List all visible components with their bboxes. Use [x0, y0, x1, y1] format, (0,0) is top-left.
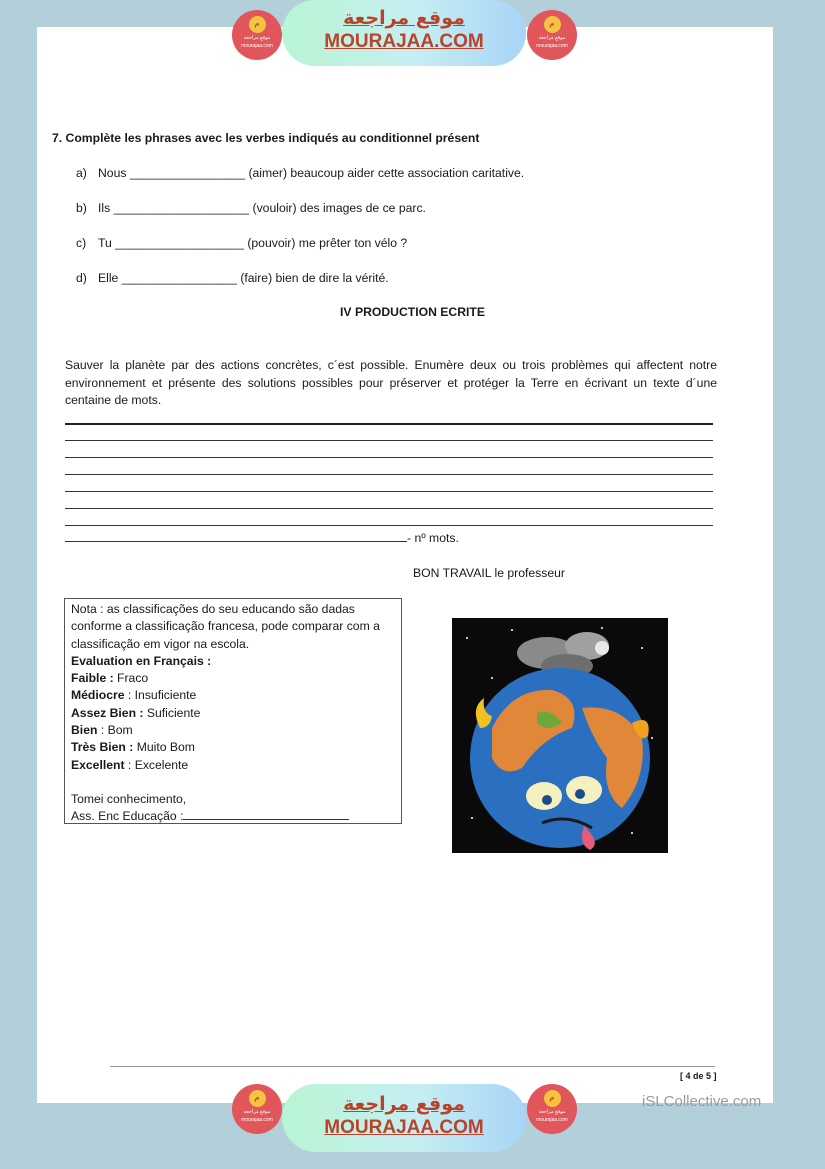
question-7-title: 7. Complète les phrases avec les verbes indiqués au conditionnel présent	[52, 131, 480, 145]
question-item-b: b) Ils ____________________ (vouloir) des images de ce parc.	[76, 201, 426, 215]
nota-intro: Nota : as classificações do seu educando são dadas conforme a classificação francesa, pode comparar com a classificação em vigor na escola.	[71, 602, 380, 651]
writing-line	[65, 525, 713, 526]
grade-row: Médiocre : Insuficiente	[71, 688, 197, 703]
section-title: IV PRODUCTION ECRITE	[340, 305, 485, 319]
grade-row: Assez Bien : Suficiente	[71, 705, 201, 720]
site-banner-bottom[interactable]	[282, 1084, 526, 1152]
question-item-d: d) Elle _________________ (faire) bien de dire la vérité.	[76, 271, 389, 285]
footer-rule	[110, 1066, 715, 1067]
banner-arabic: موقع مراجعة	[343, 7, 465, 29]
writing-line	[65, 423, 713, 425]
logo-right-icon: ﻡ موقع مراجعة mourajaa.com	[527, 1084, 577, 1134]
grade-row: Bien : Bom	[71, 723, 133, 738]
writing-line	[65, 508, 713, 509]
banner-latin: MOURAJAA.COM	[324, 31, 484, 52]
banner-arabic: موقع مراجعة	[343, 1093, 465, 1115]
grade-row: Excellent : Excelente	[71, 757, 189, 772]
site-banner-top[interactable]	[282, 0, 526, 66]
word-count-line: - nº mots.	[65, 530, 459, 545]
grade-row: Faible : Fraco	[71, 671, 149, 686]
grade-row: Très Bien : Muito Bom	[71, 740, 195, 755]
writing-line	[65, 491, 713, 492]
nota-heading: Evaluation en Français :	[71, 653, 212, 668]
writing-prompt: Sauver la planète par des actions concrètes, c´est possible. Enumère deux ou trois problèmes qui affectent notre environnement et présente des solutions possibles pour préserver et protéger la Terre en écrivant un texte d´une centaine de mots.	[65, 358, 717, 407]
logo-left-icon: ﻡ موقع مراجعة mourajaa.com	[232, 10, 282, 60]
sick-earth-illustration	[452, 618, 668, 853]
nota-box	[64, 598, 402, 824]
page-number: [ 4 de 5 ]	[680, 1071, 717, 1081]
writing-line	[65, 457, 713, 458]
question-item-a: a) Nous _________________ (aimer) beaucoup aider cette association caritative.	[76, 166, 525, 180]
question-item-c: c) Tu ___________________ (pouvoir) me prêter ton vélo ?	[76, 236, 408, 250]
logo-right-icon: ﻡ موقع مراجعة mourajaa.com	[527, 10, 577, 60]
banner-latin: MOURAJAA.COM	[324, 1117, 484, 1138]
closing-text: BON TRAVAIL le professeur	[413, 566, 565, 580]
nota-ack: Tomei conhecimento,	[71, 791, 187, 806]
nota-sign: Ass. Enc Educação :	[71, 808, 395, 825]
watermark: iSLCollective.com	[642, 1093, 762, 1110]
writing-line	[65, 440, 713, 441]
worksheet-page	[37, 27, 773, 1103]
writing-line	[65, 474, 713, 475]
logo-left-icon: ﻡ موقع مراجعة mourajaa.com	[232, 1084, 282, 1134]
